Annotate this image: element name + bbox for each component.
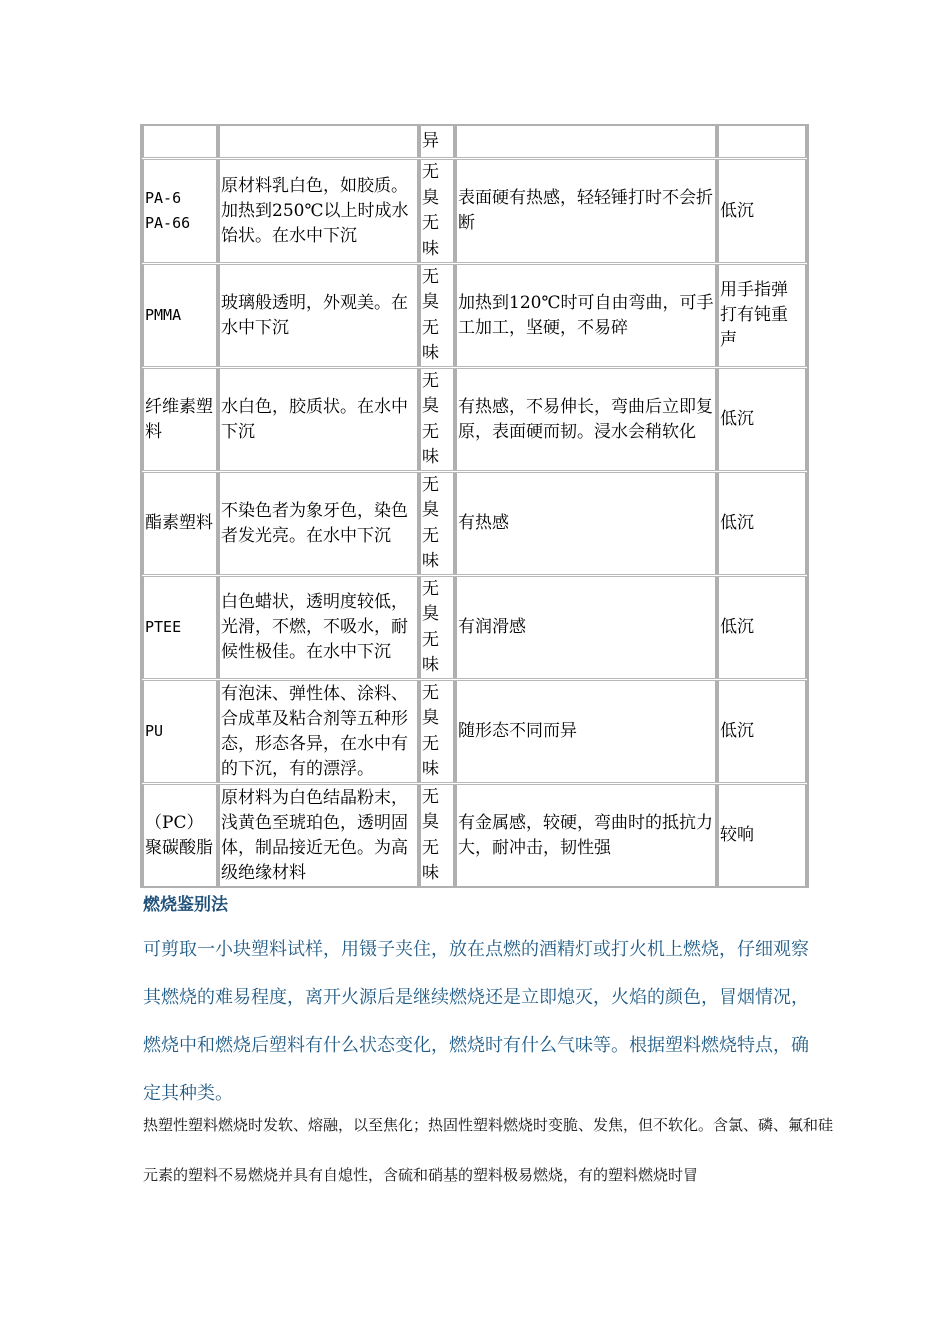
cell-sound: 低沉	[717, 160, 807, 262]
cell-name: PU	[142, 681, 218, 782]
cell-smell: 无臭无味	[419, 785, 455, 886]
cell-feel: 有金属感，较硬，弯曲时的抵抗力大，耐冲击，韧性强	[455, 785, 717, 886]
cell-smell: 无臭无味	[419, 577, 455, 678]
cell-name: （PC）聚碳酸脂	[142, 785, 218, 886]
cell-feel	[455, 126, 717, 157]
cell-feel: 有热感，不易伸长，弯曲后立即复原，表面硬而韧。浸水会稍软化	[455, 369, 717, 470]
table-row	[142, 157, 807, 262]
cell-appearance: 玻璃般透明，外观美。在水中下沉	[218, 265, 419, 366]
table-row	[142, 366, 807, 470]
plastic-identification-table	[140, 124, 809, 888]
cell-appearance: 原材料乳白色，如胶质。加热到250℃以上时成水饴状。在水中下沉	[218, 160, 419, 262]
cell-name: 纤维素塑料	[142, 369, 218, 470]
cell-sound: 低沉	[717, 577, 807, 678]
cell-appearance	[218, 126, 419, 157]
cell-feel: 有润滑感	[455, 577, 717, 678]
cell-feel: 表面硬有热感，轻轻锤打时不会折断	[455, 160, 717, 262]
cell-smell: 无臭无味	[419, 369, 455, 470]
cell-appearance: 不染色者为象牙色，染色者发光亮。在水中下沉	[218, 473, 419, 574]
cell-sound: 低沉	[717, 681, 807, 782]
cell-appearance: 白色蜡状，透明度较低，光滑，不燃，不吸水，耐候性极佳。在水中下沉	[218, 577, 419, 678]
cell-appearance: 水白色，胶质状。在水中下沉	[218, 369, 419, 470]
combustion-properties-paragraph: 热塑性塑料燃烧时发软、熔融，以至焦化；热固性塑料燃烧时变脆、发焦，但不软化。含氯、磷、氟和硅元素的塑料不易燃烧并具有自熄性，含硫和硝基的塑料极易燃烧，有的塑料燃烧时冒	[143, 1116, 834, 1184]
table-row	[142, 574, 807, 678]
cell-sound: 用手指弹打有钝重声	[717, 265, 807, 366]
cell-smell: 异	[419, 126, 455, 157]
cell-name: PTEE	[142, 577, 218, 678]
cell-name	[142, 160, 218, 262]
cell-name: 酯素塑料	[142, 473, 218, 574]
cell-sound: 低沉	[717, 369, 807, 470]
cell-name: PMMA	[142, 265, 218, 366]
table-row	[142, 678, 807, 782]
cell-feel: 加热到120℃时可自由弯曲，可手工加工，坚硬，不易碎	[455, 265, 717, 366]
table-row	[142, 262, 807, 366]
cell-name	[142, 126, 218, 157]
table-row	[142, 782, 807, 886]
cell-sound: 低沉	[717, 473, 807, 574]
table-row	[142, 126, 807, 157]
cell-smell: 无臭无味	[419, 265, 455, 366]
cell-appearance: 有泡沫、弹性体、涂料、合成革及粘合剂等五种形态，形态各异，在水中有的下沉，有的漂浮。	[218, 681, 419, 782]
cell-smell: 无臭无味	[419, 160, 455, 262]
cell-smell: 无臭无味	[419, 473, 455, 574]
name-text: PA-6 PA-66	[145, 189, 191, 232]
cell-feel: 随形态不同而异	[455, 681, 717, 782]
cell-sound	[717, 126, 807, 157]
cell-feel: 有热感	[455, 473, 717, 574]
combustion-method-paragraph: 可剪取一小块塑料试样，用镊子夹住，放在点燃的酒精灯或打火机上燃烧，仔细观察其燃烧的难易程度，离开火源后是继续燃烧还是立即熄灭，火焰的颜色，冒烟情况，燃烧中和燃烧后塑料有什么状态变化，燃烧时有什么气味等。根据塑料燃烧特点，确定其种类。	[143, 939, 809, 1104]
cell-sound: 较响	[717, 785, 807, 886]
cell-appearance: 原材料为白色结晶粉末，浅黄色至琥珀色，透明固体，制品接近无色。为高级绝缘材料	[218, 785, 419, 886]
section-heading: 燃烧鉴别法	[143, 895, 228, 915]
cell-smell: 无臭无味	[419, 681, 455, 782]
table-row	[142, 470, 807, 574]
